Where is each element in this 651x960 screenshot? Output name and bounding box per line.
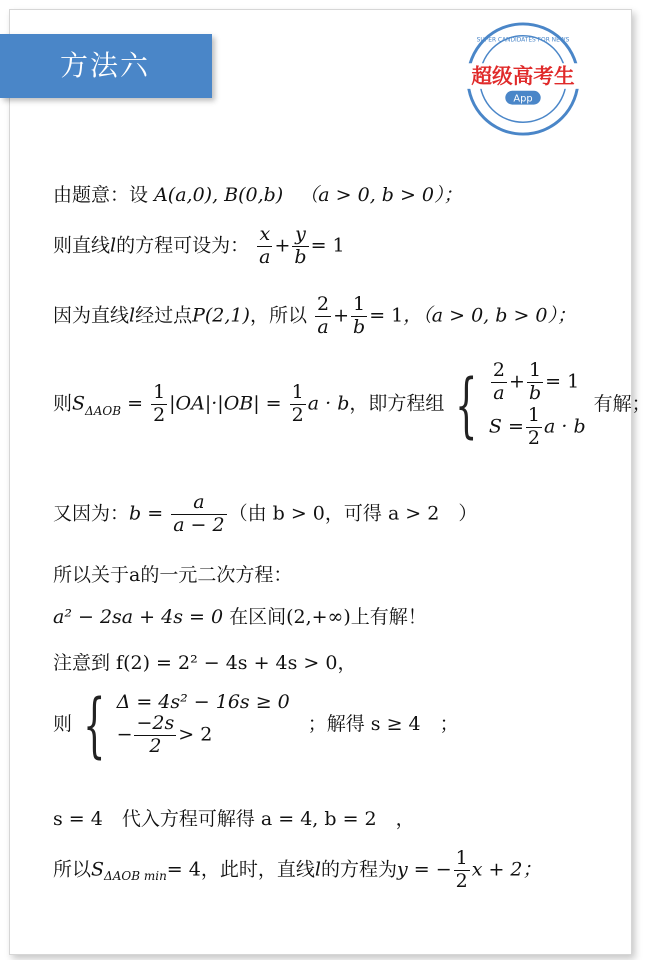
l4-r1-frac1: $\frac{2}{a}$ [492, 359, 506, 404]
l4-sys-row2: S = $\frac{1}{2}$ a · b [488, 403, 586, 449]
l2-pre: 则直线 [53, 234, 111, 257]
l11-y: y = − [396, 858, 452, 881]
l7-eq: a² − 2sa + 4s = 0 [53, 606, 224, 628]
l10-text: s = 4 代入方程可解得 a = 4, b = 2 ， [53, 808, 415, 830]
l3-pre: 因为直线 [53, 304, 130, 327]
l3-point: P(2,1) [192, 304, 250, 327]
l2-frac-y: $\frac{y}{b}$ [294, 223, 307, 268]
l3-frac-2: $\frac{1}{b}$ [353, 293, 366, 338]
l8-text: 注意到 f(2) = 2² − 4s + 4s > 0， [53, 652, 357, 674]
l3-var: l [129, 304, 136, 327]
line-8 [53, 648, 356, 675]
logo-ring-text: SUPER CANDIDATES FOR NEWS [476, 37, 570, 44]
line-11 [53, 848, 542, 893]
l4-ab: a · b [307, 392, 350, 415]
l4-S-sub: ΔAOB [85, 403, 122, 418]
l9-system [117, 692, 290, 758]
l9-sys-row1: Δ = 4s² − 16s ≥ 0 [116, 691, 290, 714]
l11-pre: 所以 [53, 858, 92, 881]
line-1 [53, 180, 463, 207]
l3-mid: 经过点 [135, 304, 193, 327]
l11-S-sub: ΔAOB min [104, 869, 167, 884]
l5-pre: 又因为： [53, 502, 130, 525]
l11-S: S [91, 858, 105, 881]
l5-frac: $\frac{a}{a - 2}$ [173, 491, 225, 536]
l6-text: 所以关于a的一元二次方程： [53, 564, 293, 586]
l1-cond: （a > 0, b > 0）； [299, 184, 463, 206]
l4-abs: |OA|·|OB| = [169, 392, 282, 415]
l4-mid: ，即方程组 [349, 392, 445, 415]
l3-plus: + [333, 304, 350, 327]
line-9 [53, 684, 459, 766]
l11-val: = 4 [166, 858, 201, 881]
l1-pre: 由题意：设 [53, 184, 149, 206]
line-3 [53, 294, 576, 339]
line-7 [53, 602, 427, 629]
l4-brace: { [455, 363, 478, 446]
l9-sys-row2: − $\frac{-2s}{2}$ > 2 [116, 712, 213, 757]
l4-eq1: = [127, 392, 144, 415]
l11-var: l [314, 858, 321, 881]
line-4 [53, 360, 651, 449]
l2-post: 的方程可设为： [116, 234, 250, 257]
l1-points: A(a,0), B(0,b) [154, 184, 284, 206]
l11-tail: x + 2； [471, 858, 542, 881]
l4-S: S [72, 392, 86, 415]
l4-r1-frac2: $\frac{1}{b}$ [528, 359, 542, 404]
l3-frac-1: $\frac{2}{a}$ [317, 293, 330, 338]
logo-brand-text: 超级高考生 [471, 63, 575, 88]
l2-plus: + [274, 234, 291, 257]
line-2 [53, 224, 345, 269]
l9-r2-frac: $\frac{-2s}{2}$ [136, 712, 175, 757]
l7-post: 在区间(2,+∞)上有解！ [229, 606, 427, 628]
line-6 [53, 560, 292, 587]
l4-r2-frac: $\frac{1}{2}$ [527, 403, 540, 449]
logo-app-text: App [513, 93, 533, 105]
l3-conn: ，所以 [249, 304, 307, 327]
l9-post: ；解得 s ≥ 4 ； [307, 713, 459, 735]
l4-system [489, 360, 586, 449]
section-title-banner [0, 34, 212, 98]
l3-cond: ，（a > 0, b > 0）； [403, 304, 576, 327]
l3-eq: = 1 [369, 304, 404, 327]
l2-frac-x: $\frac{x}{a}$ [259, 223, 271, 268]
l4-pre: 则 [53, 392, 73, 415]
l2-var: l [110, 234, 117, 257]
l4-post: 有解； [593, 392, 651, 415]
l9-brace: { [83, 684, 106, 766]
l11-mid: ，此时，直线 [200, 858, 315, 881]
l4-half-1: $\frac{1}{2}$ [153, 381, 166, 427]
brand-logo-icon [464, 20, 582, 138]
l2-eq: = 1 [310, 234, 345, 257]
l4-half-2: $\frac{1}{2}$ [291, 381, 304, 427]
line-5 [53, 492, 477, 537]
l11-post: 的方程为 [320, 858, 397, 881]
l11-frac: $\frac{1}{2}$ [455, 847, 468, 892]
section-title: 方法六 [60, 49, 151, 82]
l5-paren: （由 b > 0，可得 a > 2 ） [228, 502, 478, 525]
l4-sys-row1: $\frac{2}{a}$ + $\frac{1}{b}$ = 1 [492, 359, 580, 404]
line-10 [53, 804, 415, 831]
l5-b: b = [129, 502, 164, 525]
l9-pre: 则 [53, 713, 73, 735]
